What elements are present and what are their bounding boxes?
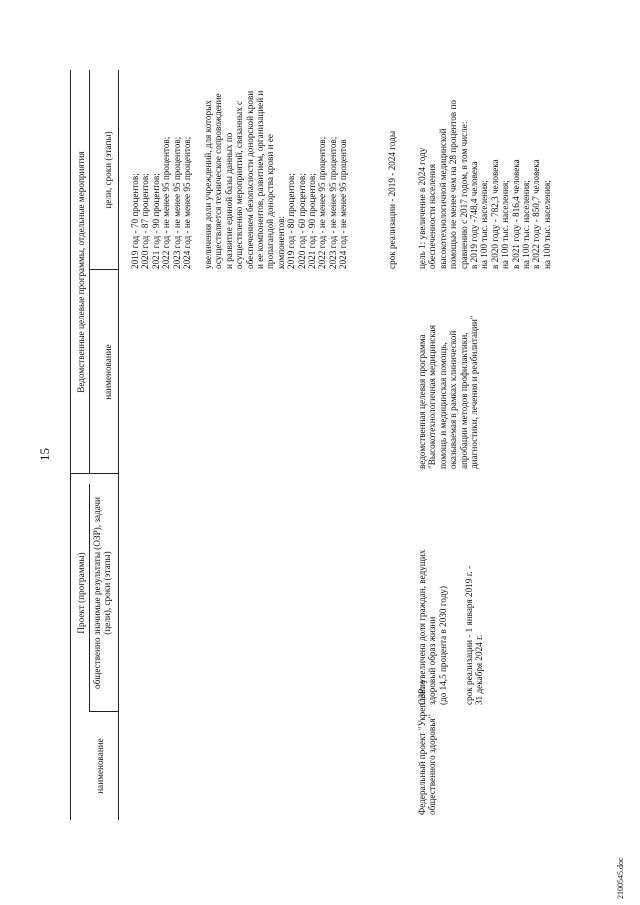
departmental-subheader-rule: [89, 70, 90, 474]
table-top-rule: [70, 70, 71, 820]
goal-line: 2022 год - не менее 95 процентов;: [317, 136, 328, 269]
dep-name-line: помощь и медицинская помощь,: [437, 342, 448, 469]
ozr-line: здоровый образ жизни: [427, 616, 438, 705]
departmental-program-name: [417, 315, 479, 469]
goal-line: 2024 год - не менее 95 процентов: [338, 139, 349, 269]
goal-line: 2020 год - 60 процентов;: [296, 173, 307, 269]
goal-line: на 100 тыс. населения;: [500, 180, 511, 269]
goal-line: на 100 тыс. населения;: [521, 180, 532, 269]
continued-term: срок реализации - 2019 - 2024 годы: [387, 131, 397, 269]
continued-indicator-block: [203, 91, 349, 269]
departmental-program-goal: [417, 100, 552, 269]
col-dep-name-header: наименование: [103, 344, 113, 400]
project-name-line: Федеральный проект "Укрепление: [417, 680, 427, 815]
goal-line: 2019 год - 80 процентов;: [286, 173, 297, 269]
goal-line: увеличения доли учреждений, для которых: [203, 100, 213, 269]
goal-line: 2021 год - 90 процентов;: [307, 173, 318, 269]
goal-line: цель 1: увеличение в 2024 году: [417, 147, 427, 269]
term-line: срок реализации - 1 января 2019 г. -: [464, 565, 474, 705]
col-ozr-header: общественно значимые результаты (ОЗР), задачи (цели), сроки (этапы): [92, 497, 113, 689]
goal-line: 2021 год - 90 процентов;: [150, 173, 161, 269]
goal-line: 2019 год - 70 процентов;: [130, 173, 140, 269]
header-bottom-rule: [118, 70, 119, 820]
goal-line: 2022 год - не менее 95 процентов;: [161, 136, 172, 269]
goal-line: 2023 год - не менее 95 процентов;: [327, 136, 338, 269]
ozr-line: (до 14,5 процента в 2030 году): [437, 585, 448, 705]
goal-line: осуществлению мероприятий, связанных с: [234, 100, 245, 269]
doc-code: 2100545.doc: [616, 857, 625, 899]
project-group-header: Проект (программы): [76, 552, 86, 634]
ozr-line: ОЗР: увеличена доля граждан, ведущих: [417, 549, 427, 705]
goal-line: компонентов:: [275, 215, 286, 269]
goal-line: в 2021 году - 816,4 человека: [510, 159, 521, 269]
goal-line: пропагандой донорства крови и ее: [265, 134, 276, 269]
goal-line: обеспечением безопасности донорской крови: [244, 90, 255, 269]
departmental-group-header: Ведомственные целевые программы, отдельные мероприятия: [76, 151, 86, 393]
goal-line: и ее компонентов, развитием, организацией и: [255, 90, 266, 269]
goal-line: 2020 год - 87 процентов;: [140, 173, 151, 269]
project-ozr: [417, 550, 448, 705]
dep-name-line: ведомственная целевая программа: [417, 334, 427, 469]
goal-line: на 100 тыс. населения;: [479, 180, 490, 269]
col-dep-goals-header: цели, сроки (этапы): [103, 131, 113, 209]
dep-name-line: диагностики, лечения и реабилитации": [469, 315, 480, 469]
goal-line: высокотехнологичной медицинской: [437, 128, 448, 269]
dep-name-line: апробации методов профилактики,: [458, 332, 469, 469]
dep-name-line: оказываемая в рамках клинической: [448, 330, 459, 469]
project-name-line: общественного здоровья": [427, 714, 438, 815]
term-line: 31 декабря 2024 г.: [474, 634, 485, 705]
col-name-header: наименование: [95, 738, 105, 794]
goal-line: осуществляется техническое сопровождение: [213, 93, 224, 269]
continued-values-block: [130, 137, 192, 269]
project-subheader-rule: [89, 484, 90, 712]
dep-name-line: "Высокотехнологичная медицинская: [427, 325, 438, 469]
goal-line: на 100 тыс. населения;: [541, 180, 552, 269]
goal-line: в 2019 году -748,4 человека: [469, 161, 480, 269]
goal-line: в 2020 году - 782,3 человека: [489, 159, 500, 269]
goal-line: сравнению с 2017 годом, в том числе:: [458, 121, 469, 269]
goal-line: в 2022 году - 850,7 человека: [531, 159, 542, 269]
page-number: 15: [37, 448, 52, 461]
goal-line: 2024 год - не менее 95 процентов;: [182, 136, 193, 269]
goal-line: помощью не менее чем на 28 процентов по: [448, 100, 459, 269]
goal-line: и развитие единой базы данных по: [223, 132, 234, 269]
goal-line: обеспеченности населения: [427, 164, 438, 269]
project-term: [464, 566, 485, 705]
goal-line: 2023 год - не менее 95 процентов;: [171, 136, 182, 269]
